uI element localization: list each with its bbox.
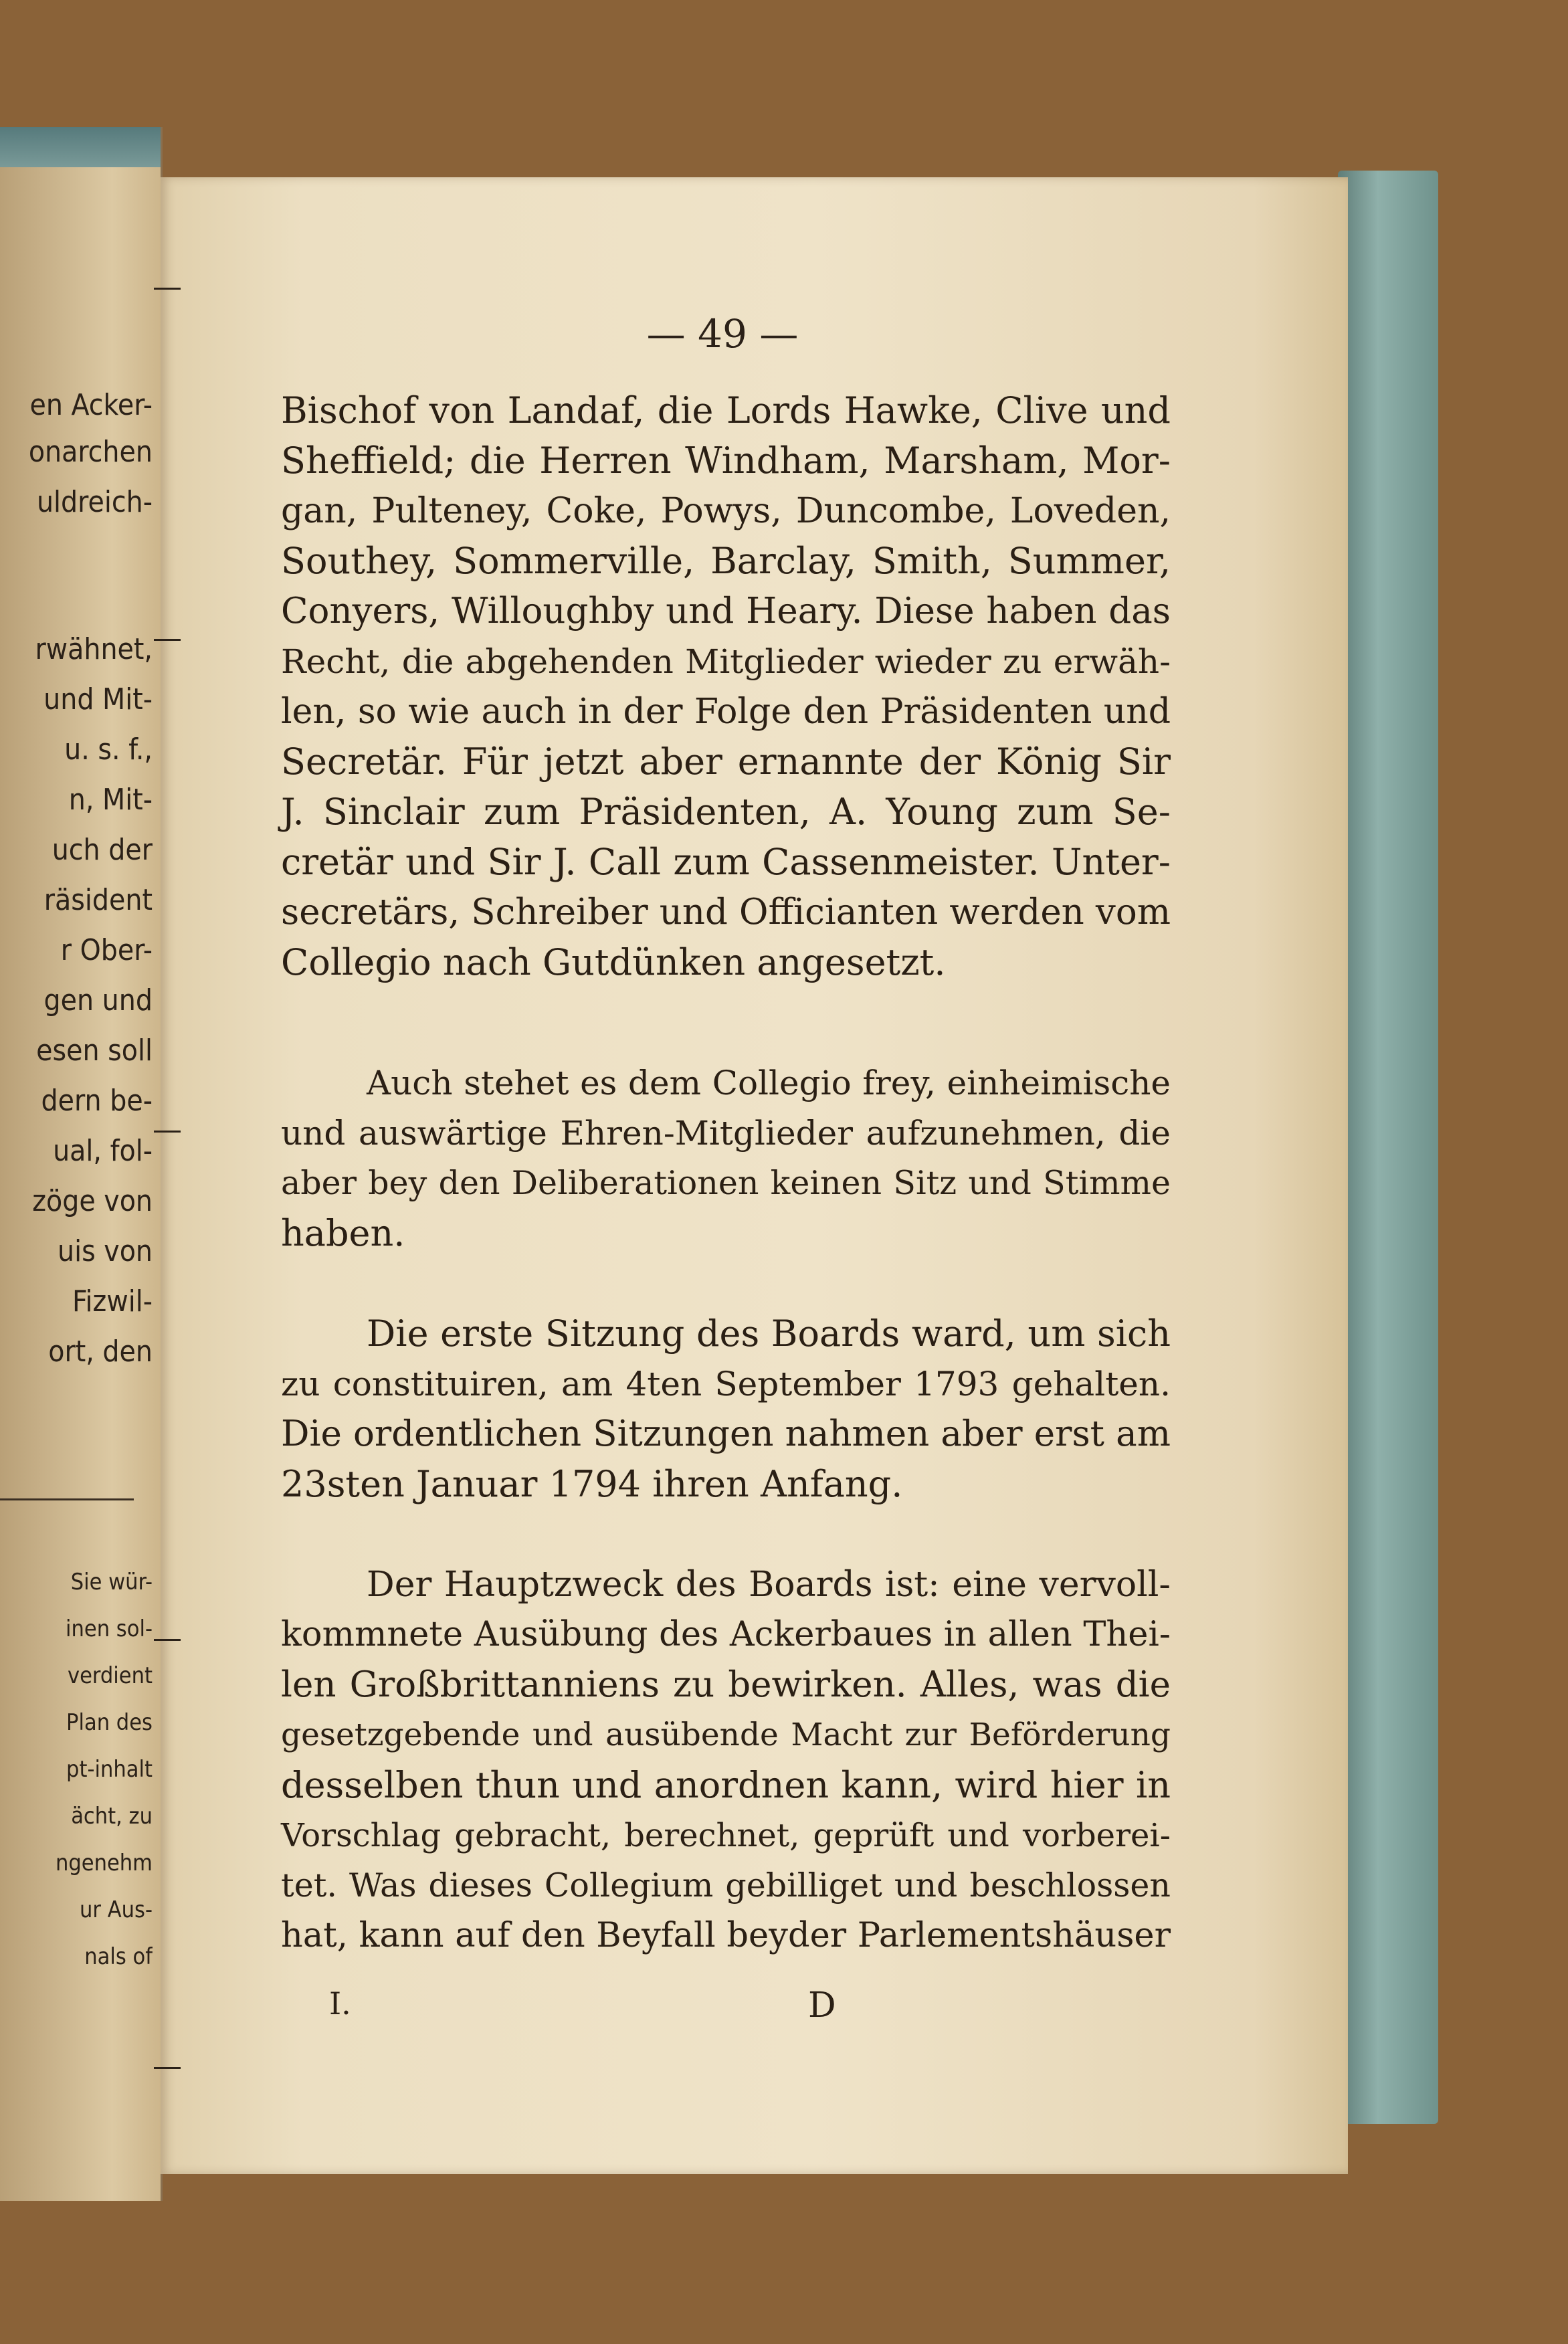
text-line: und auswärtige Ehren-Mitglieder aufzunehmen, die bbox=[281, 1114, 1171, 1153]
left-line: Sie wür- bbox=[70, 1569, 153, 1595]
left-line: uch der bbox=[52, 833, 153, 867]
left-line: nals of bbox=[84, 1943, 153, 1970]
left-line: pt-inhalt bbox=[66, 1756, 153, 1783]
text-line: Southey, Sommerville, Barclay, Smith, Summer, bbox=[281, 540, 1171, 582]
text-line: hat, kann auf den Beyfall beyder Parlementshäuser bbox=[281, 1916, 1171, 1955]
text-line: Bischof von Landaf, die Lords Hawke, Clive und bbox=[281, 389, 1171, 431]
text-line: 23sten Januar 1794 ihren Anfang. bbox=[281, 1463, 903, 1505]
text-line: Secretär. Für jetzt aber ernannte der König Sir bbox=[281, 741, 1171, 783]
left-line: ual, fol- bbox=[53, 1134, 153, 1168]
text-line: cretär und Sir J. Call zum Cassenmeister. Unter- bbox=[281, 841, 1171, 883]
text-line: len, so wie auch in der Folge den Präsidenten und bbox=[281, 692, 1171, 732]
gutter-mark bbox=[154, 288, 181, 290]
left-line: dern be- bbox=[41, 1084, 153, 1118]
book-cover bbox=[1338, 171, 1438, 2124]
gutter-mark bbox=[154, 639, 181, 641]
left-line: räsident bbox=[43, 883, 153, 917]
left-line: ngenehm bbox=[55, 1850, 153, 1876]
text-line: desselben thun und anordnen kann, wird hier in bbox=[281, 1764, 1171, 1806]
text-line: J. Sinclair zum Präsidenten, A. Young zum Se- bbox=[281, 791, 1171, 833]
left-line: r Ober- bbox=[60, 933, 153, 967]
text-line: Conyers, Willoughby und Heary. Diese haben das bbox=[281, 591, 1171, 631]
left-page-rule bbox=[0, 1498, 134, 1500]
text-line: tet. Was dieses Collegium gebilliget und beschlossen bbox=[281, 1866, 1171, 1905]
text-line: Auch stehet es dem Collegio frey, einheimische bbox=[367, 1064, 1171, 1102]
catchword: D bbox=[808, 1985, 836, 2026]
text-line: len Großbrittanniens zu bewirken. Alles, was die bbox=[281, 1664, 1171, 1705]
text-line: zu constituiren, am 4ten September 1793 gehalten. bbox=[281, 1365, 1171, 1403]
left-line: ort, den bbox=[48, 1335, 153, 1369]
gutter-mark bbox=[154, 2067, 181, 2069]
page-number: — 49 — bbox=[646, 311, 799, 357]
left-line: onarchen bbox=[28, 435, 153, 469]
left-line: gen und bbox=[43, 983, 153, 1017]
left-line: Plan des bbox=[66, 1709, 153, 1736]
left-line: uldreich- bbox=[36, 485, 153, 519]
text-line: Recht, die abgehenden Mitglieder wieder zu erwäh- bbox=[281, 642, 1171, 681]
left-line: ächt, zu bbox=[71, 1803, 153, 1830]
text-line: Vorschlag gebracht, berechnet, geprüft und vorberei- bbox=[281, 1817, 1171, 1854]
left-page-top-band bbox=[0, 127, 161, 167]
gutter-mark bbox=[154, 1639, 181, 1641]
left-line: u. s. f., bbox=[64, 732, 153, 767]
left-line: rwähnet, bbox=[35, 632, 153, 666]
left-line: en Acker- bbox=[29, 388, 153, 422]
text-line: Der Hauptzweck des Boards ist: eine vervoll- bbox=[367, 1565, 1171, 1605]
text-line: Die ordentlichen Sitzungen nahmen aber erst am bbox=[281, 1413, 1171, 1454]
left-line: inen sol- bbox=[65, 1616, 153, 1642]
text-line: aber bey den Deliberationen keinen Sitz und Stimme bbox=[281, 1164, 1171, 1202]
left-page-fragment bbox=[0, 127, 163, 2201]
left-line: ur Aus- bbox=[80, 1896, 153, 1923]
text-line: kommnete Ausübung des Ackerbaues in allen Thei- bbox=[281, 1615, 1171, 1654]
text-line: gan, Pulteney, Coke, Powys, Duncombe, Loveden, bbox=[281, 491, 1171, 531]
left-line: und Mit- bbox=[43, 682, 153, 716]
text-line: Die erste Sitzung des Boards ward, um sich bbox=[367, 1312, 1171, 1355]
left-line: verdient bbox=[67, 1662, 153, 1689]
text-line: Collegio nach Gutdünken angesetzt. bbox=[281, 941, 946, 983]
text-line: secretärs, Schreiber und Officianten werden vom bbox=[281, 892, 1171, 933]
text-line: haben. bbox=[281, 1212, 405, 1254]
left-line: Fizwil- bbox=[72, 1284, 153, 1318]
signature-mark: I. bbox=[329, 1985, 351, 2022]
text-line: Sheffield; die Herren Windham, Marsham, Mor- bbox=[281, 440, 1171, 482]
left-line: uis von bbox=[57, 1234, 153, 1268]
gutter-mark bbox=[154, 1131, 181, 1133]
left-line: esen soll bbox=[36, 1034, 153, 1068]
text-line: gesetzgebende und ausübende Macht zur Beförderung bbox=[281, 1717, 1171, 1753]
left-line: n, Mit- bbox=[68, 783, 153, 817]
left-line: zöge von bbox=[32, 1184, 153, 1218]
